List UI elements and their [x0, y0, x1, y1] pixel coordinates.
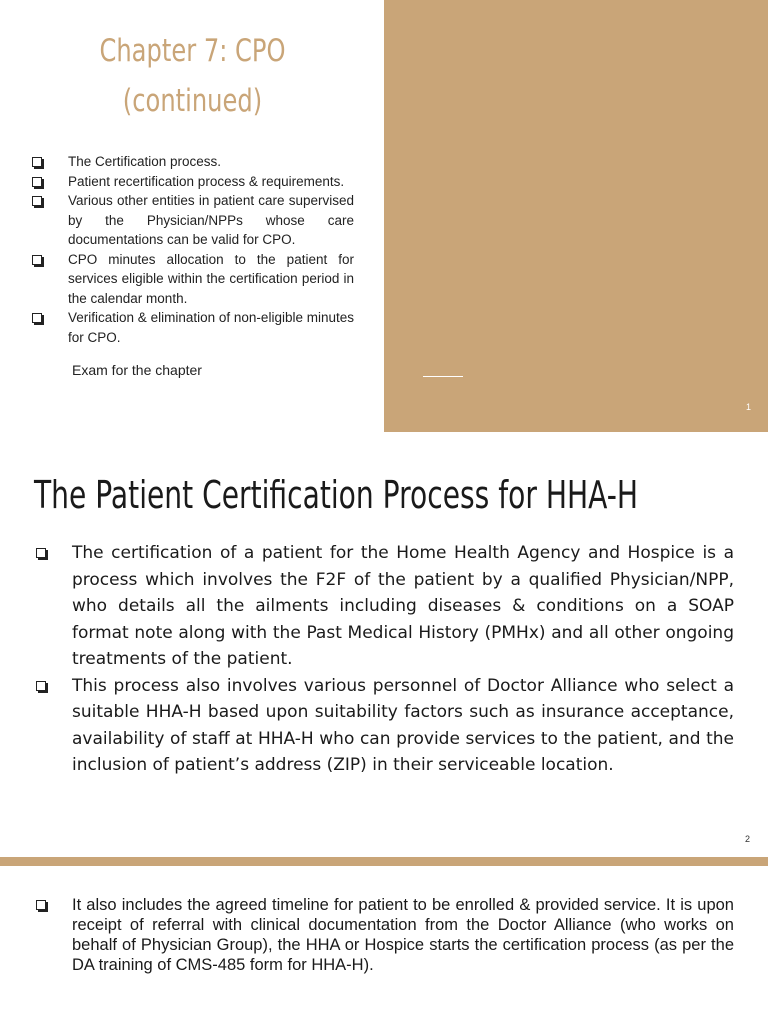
- list-item: [34, 540, 734, 673]
- slide-3-bullet-list: [34, 895, 734, 975]
- list-item: [30, 308, 354, 347]
- slide-1-bullet-list: [30, 152, 354, 347]
- bullet-text: It also includes the agreed timeline for patient to be enrolled & provided service. It is upon receipt of referral with clinical documentation from the Doctor Alliance (who works on behalf of Physician Group), the HHA or Hospice starts the certification process (as per the DA training of CMS-485 form for HHA-H).: [72, 896, 734, 974]
- bullet-text: Various other entities in patient care supervised by the Physician/NPPs whose care documentations can be valid for CPO.: [68, 193, 354, 247]
- slide-3: [0, 866, 768, 1024]
- bullet-text: The Certification process.: [68, 154, 222, 169]
- bullet-text: Verification & elimination of non-eligible minutes for CPO.: [68, 310, 354, 345]
- list-item: [34, 895, 734, 975]
- checkbox-bullet-icon: [36, 681, 46, 691]
- slide-2-title: The Patient Certification Process for HHA-H: [34, 473, 639, 517]
- list-item: [30, 172, 354, 192]
- list-item: [34, 673, 734, 779]
- slide-2-bullet-list: [34, 540, 734, 779]
- slide-separator: [0, 857, 768, 866]
- slide-1: [0, 0, 768, 432]
- slide-1-title: [74, 26, 312, 126]
- checkbox-bullet-icon: [32, 255, 42, 265]
- checkbox-bullet-icon: [32, 196, 42, 206]
- checkbox-bullet-icon: [36, 548, 46, 558]
- exam-label: Exam for the chapter: [72, 362, 202, 378]
- bullet-text: CPO minutes allocation to the patient for services eligible within the certification period in the calendar month.: [68, 251, 354, 306]
- accent-line: [423, 376, 463, 377]
- bullet-text: Patient recertification process & requirements.: [68, 173, 345, 189]
- checkbox-bullet-icon: [32, 177, 42, 187]
- title-line-2: (continued): [122, 83, 263, 119]
- list-item: [30, 191, 354, 250]
- bullet-text: This process also involves various personnel of Doctor Alliance who select a suitable HHA-H based upon suitability factors such as insurance acceptance, availability of staff at HHA-H who can provide services to the patient, and the inclusion of patient’s address (ZIP) in their serviceable location.: [72, 675, 734, 775]
- checkbox-bullet-icon: [32, 157, 42, 167]
- checkbox-bullet-icon: [32, 313, 42, 323]
- list-item: [30, 152, 354, 172]
- bullet-text: The certification of a patient for the Home Health Agency and Hospice is a process which involves the F2F of the patient by a qualified Physician/NPP, who details all the ailments including diseases & conditions on a SOAP format note along with the Past Medical History (PMHx) and all other ongoing treatments of the patient.: [72, 543, 734, 669]
- page-number: 2: [744, 834, 750, 844]
- accent-panel: [384, 0, 768, 432]
- checkbox-bullet-icon: [36, 900, 46, 910]
- title-line-1: Chapter 7: CPO: [99, 33, 286, 69]
- page-number: 1: [745, 402, 751, 412]
- list-item: [30, 250, 354, 309]
- slide-2: [0, 432, 768, 857]
